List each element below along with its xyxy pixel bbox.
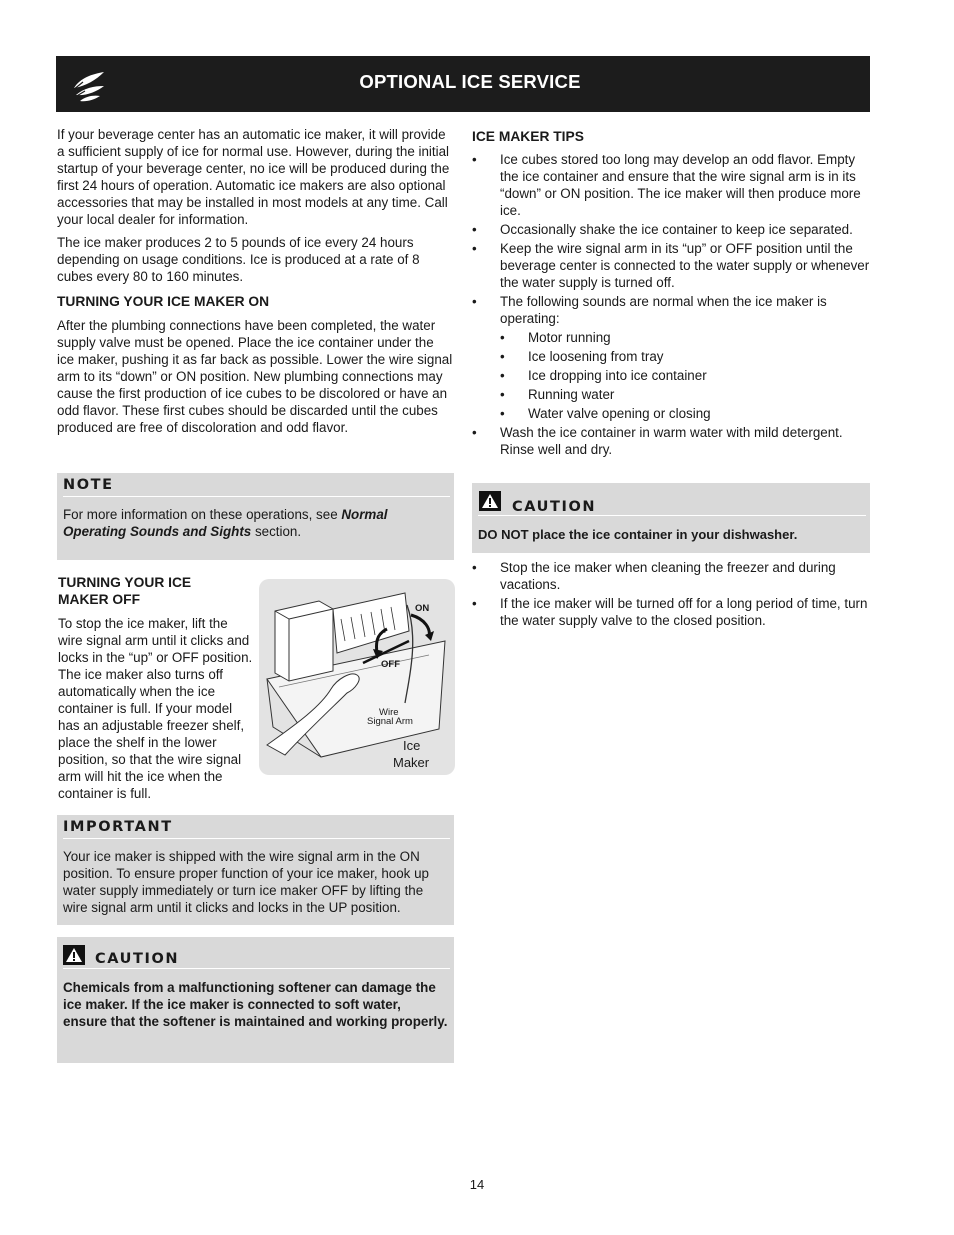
turning-off-heading-line-1: TURNING YOUR ICE <box>58 575 192 590</box>
sound-item: • Motor running <box>500 329 870 346</box>
caution-box-right <box>472 483 870 553</box>
tip-item: • Keep the wire signal arm in its “up” or OFF position until the beverage center is connected to the water supply or whenever the water supply is turned off. <box>472 240 870 291</box>
off-label: OFF <box>381 659 400 670</box>
page-number: 14 <box>469 1177 485 1192</box>
tip-item: • Ice cubes stored too long may develop an odd flavor. Empty the ice container and ensure that the wire signal arm is in its “down” or ON position. The ice maker will then produce more ice. <box>472 151 870 219</box>
right-column <box>472 126 870 460</box>
tip-item: • Wash the ice container in warm water with mild detergent. Rinse well and dry. <box>472 424 870 458</box>
left-column <box>57 126 453 442</box>
caution-title-left: CAUTION <box>63 951 450 969</box>
wire-signal-arm-label-2: Signal Arm <box>367 716 413 727</box>
note-box <box>57 473 454 560</box>
section-title: OPTIONAL ICE SERVICE <box>359 71 581 92</box>
right-column-after <box>472 559 870 631</box>
section-header-bar <box>56 56 870 112</box>
note-body <box>63 506 448 540</box>
sounds-list <box>500 329 870 422</box>
ice-maker-tips-heading: ICE MAKER TIPS <box>472 129 584 144</box>
tip-item <box>472 293 870 422</box>
sound-item: • Ice loosening from tray <box>500 348 870 365</box>
on-label: ON <box>415 603 430 614</box>
caution-text-left: Chemicals from a malfunctioning softener can damage the ice maker. If the ice maker is connected to soft water, ensure that the softener is maintained and working properly. <box>63 980 448 1029</box>
caution-title-right: CAUTION <box>478 499 866 516</box>
turning-off-text: To stop the ice maker, lift the wire signal arm until it clicks and locks in the “up” or OFF position. The ice maker also turns off automatically when the ice container is full. If your model has an adjustable freezer shelf, place the shelf in the lower position, so that the wire signal arm will hit the ice when the container is full. <box>58 616 253 801</box>
ice-maker-figure <box>259 579 455 775</box>
important-text: Your ice maker is shipped with the wire signal arm in the ON position. To ensure proper function of your ice maker, hook up water supply immediately or turn ice maker OFF by lifting the wire signal arm until it clicks and locks in the UP position. <box>63 849 429 915</box>
important-title: IMPORTANT <box>63 819 450 839</box>
note-text-emphasis: Normal Operating Sounds and Sights <box>63 507 388 539</box>
turning-on-heading: TURNING YOUR ICE MAKER ON <box>57 294 270 309</box>
after-caution-list <box>472 559 870 629</box>
caution-text-right: DO NOT place the ice container in your dishwasher. <box>478 527 798 542</box>
sound-item: • Water valve opening or closing <box>500 405 870 422</box>
sound-item: • Running water <box>500 386 870 403</box>
note-title: NOTE <box>63 477 450 497</box>
turning-on-text: After the plumbing connections have been completed, the water supply valve must be opened. Place the ice container under the ice maker, pushing it as far back as possible. Lower the wire signal arm to its “down” or ON position. New plumbing connections may cause the first production of ice cubes to be discolored or have an odd flavor. These first cubes should be discarded until the cubes produced are free of discoloration and odd flavor. <box>57 318 453 435</box>
intro-paragraph-2: The ice maker produces 2 to 5 pounds of ice every 24 hours depending on usage conditions. Ice is produced at a rate of 8 cubes every 80 to 160 minutes. <box>57 235 420 284</box>
note-text-a: For more information on these operations, see <box>63 507 342 522</box>
after-tip-item: • Stop the ice maker when cleaning the freezer and during vacations. <box>472 559 870 593</box>
important-box <box>57 815 454 925</box>
caution-box-left <box>57 937 454 1063</box>
tip-sounds-intro: The following sounds are normal when the ice maker is operating: <box>500 294 827 326</box>
turning-off-section <box>58 574 254 808</box>
after-tip-item: • If the ice maker will be turned off for a long period of time, turn the water supply valve to the closed position. <box>472 595 870 629</box>
intro-paragraph-1: If your beverage center has an automatic ice maker, it will provide a sufficient supply of ice for normal use. However, during the initial startup of your beverage center, no ice will be produced during the first 24 hours of operation. Automatic ice makers are also optional accessories that may be installed in most models at any time. Call your local dealer for information. <box>57 127 450 227</box>
turning-off-heading-line-2: MAKER OFF <box>58 592 141 607</box>
tips-list <box>472 151 870 458</box>
wire-signal-arm-label-1: Wire <box>379 707 399 718</box>
sound-item: • Ice dropping into ice container <box>500 367 870 384</box>
note-text-b: section. <box>251 524 302 539</box>
ice-maker-label-1: Ice <box>403 738 421 753</box>
tip-item: • Occasionally shake the ice container to keep ice separated. <box>472 221 870 238</box>
ice-maker-label-2: Maker <box>393 755 430 770</box>
